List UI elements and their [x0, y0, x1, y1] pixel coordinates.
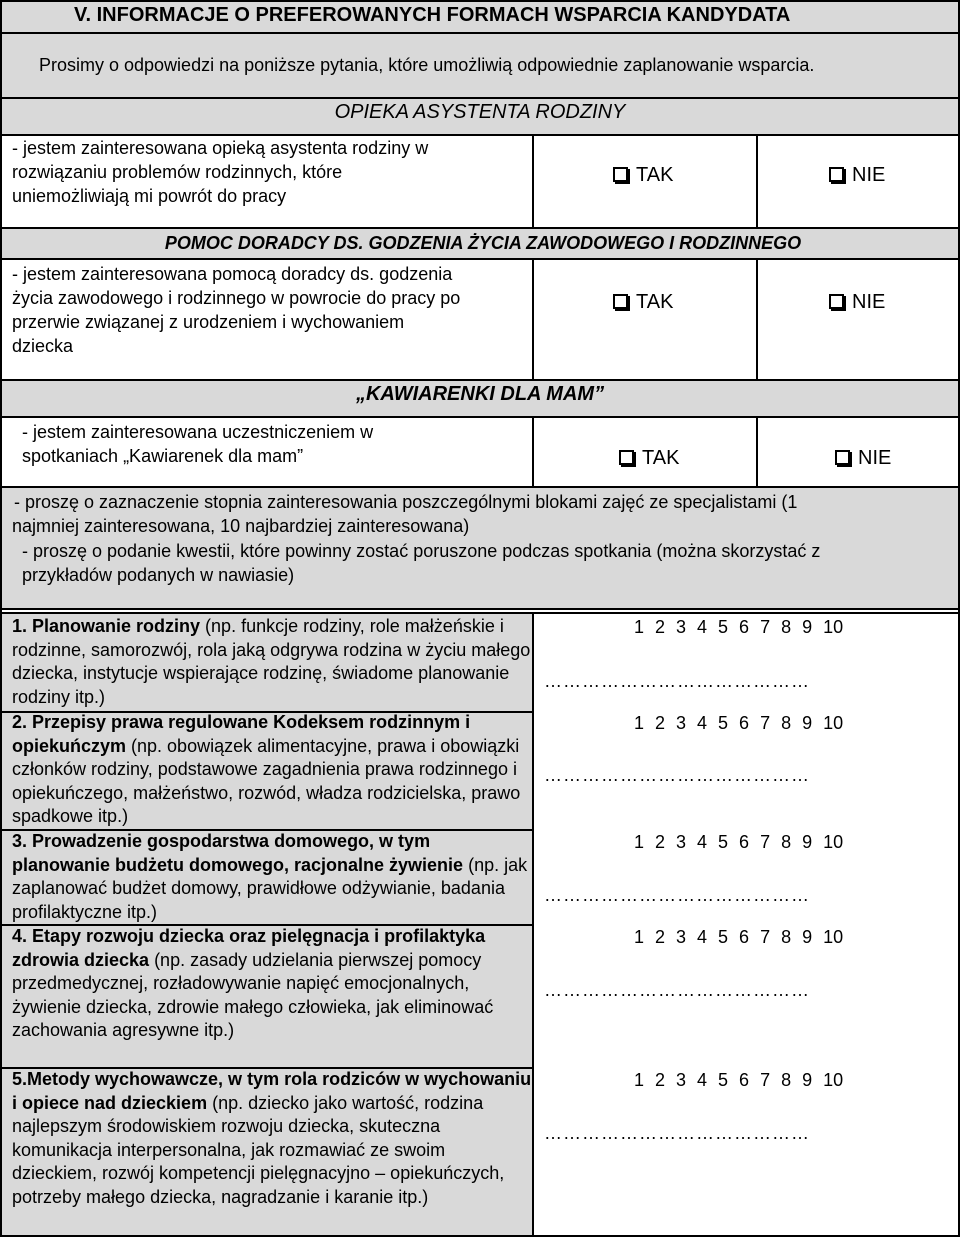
nie-label: NIE: [852, 164, 886, 186]
topic-5: [12, 1068, 532, 1209]
instructions-line4: przykładów podanych w nawiasie): [22, 565, 295, 585]
question-asystent-line3: uniemożliwiają mi powrót do pracy: [12, 186, 287, 206]
instructions-line1: - proszę o zaznaczenie stopnia zainteresowania poszczególnymi blokami zajęć ze specjalistami (1: [14, 492, 798, 512]
topic-2-title: 2. Przepisy prawa regulowane Kodeksem rodzinnym i opiekuńczym: [12, 712, 471, 756]
topic-1-desc: (np. funkcje rodziny, role małżeńskie i rodzinne, samorozwój, rola jaką odgrywa rodzina w życiu małego dziecka, instytucje wspierające rodzinę, świadome planowanie rodziny itp.): [12, 616, 531, 707]
checkbox-doradca-nie[interactable]: [829, 290, 885, 314]
topic-1-title: 1. Planowanie rodziny: [12, 616, 201, 636]
checkbox-kawiarenki-nie[interactable]: [835, 446, 891, 470]
rating-scale-5[interactable]: 1 2 3 4 5 6 7 8 9 10: [634, 1070, 844, 1090]
tak-label: TAK: [642, 447, 680, 469]
topic-3-title: 3. Prowadzenie gospodarstwa domowego, w tym planowanie budżetu domowego, racjonalne żywienie: [12, 831, 464, 875]
checkbox-icon: [619, 450, 634, 465]
topic-1: [12, 615, 532, 709]
answer-line-4[interactable]: ……………………………………: [544, 980, 810, 1000]
tak-label: TAK: [636, 164, 674, 186]
checkbox-icon: [835, 450, 850, 465]
topic-3: [12, 830, 532, 924]
section-title: V. INFORMACJE O PREFEROWANYCH FORMACH WSPARCIA KANDYDATA: [74, 4, 791, 26]
checkbox-kawiarenki-tak[interactable]: [619, 446, 679, 470]
checkbox-icon: [613, 294, 628, 309]
nie-label: NIE: [852, 291, 886, 313]
answer-line-2[interactable]: ……………………………………: [544, 765, 810, 785]
topic-5-title: 5.Metody wychowawcze, w tym rola rodziców w wychowaniu i opiece nad dzieckiem: [12, 1069, 532, 1113]
rating-scale-4[interactable]: 1 2 3 4 5 6 7 8 9 10: [634, 927, 844, 947]
topic-4-desc: (np. zasady udzielania pierwszej pomocy przedmedycznej, rozładowywanie napięć emocjonalnych, żywienie dziecka, zdrowie małego człowieka, jak eliminować zachowania agresywne itp.): [12, 949, 494, 1040]
question-kawiarenki-line2: spotkaniach „Kawiarenek dla mam”: [22, 446, 304, 466]
tak-label: TAK: [636, 291, 674, 313]
checkbox-asystent-tak[interactable]: [613, 163, 673, 187]
rating-scale-2[interactable]: 1 2 3 4 5 6 7 8 9 10: [634, 713, 844, 733]
question-doradca-line3: przerwie związanej z urodzeniem i wychowaniem: [12, 312, 405, 332]
answer-line-1[interactable]: ……………………………………: [544, 671, 810, 691]
heading-kawiarenki: „KAWIARENKI DLA MAM”: [355, 383, 605, 405]
question-kawiarenki-line1: - jestem zainteresowana uczestniczeniem w: [22, 422, 374, 442]
question-asystent-line2: rozwiązaniu problemów rodzinnych, które: [12, 162, 343, 182]
checkbox-icon: [829, 167, 844, 182]
answer-line-5[interactable]: ……………………………………: [544, 1123, 810, 1143]
rating-scale-3[interactable]: 1 2 3 4 5 6 7 8 9 10: [634, 832, 844, 852]
instructions-line2: najmniej zainteresowana, 10 najbardziej zainteresowana): [12, 516, 470, 536]
nie-label: NIE: [858, 447, 892, 469]
checkbox-asystent-nie[interactable]: [829, 163, 885, 187]
rating-scale-1[interactable]: 1 2 3 4 5 6 7 8 9 10: [634, 617, 844, 637]
topic-4: [12, 925, 532, 1043]
question-doradca-line4: dziecka: [12, 336, 74, 356]
question-doradca-line2: życia zawodowego i rodzinnego w powrocie do pracy po: [12, 288, 461, 308]
checkbox-doradca-tak[interactable]: [613, 290, 673, 314]
question-asystent-line1: - jestem zainteresowana opieką asystenta rodziny w: [12, 138, 429, 158]
topic-4-title: 4. Etapy rozwoju dziecka oraz pielęgnacja i profilaktyka zdrowia dziecka: [12, 926, 486, 970]
heading-doradca: POMOC DORADCY DS. GODZENIA ŻYCIA ZAWODOWEGO I RODZINNEGO: [164, 233, 802, 253]
topic-2-desc: (np. obowiązek alimentacyjne, prawa i obowiązki członków rodziny, podstawowe zagadnienia prawa rodzinnego i opiekuńczego, małżeństwo, rozwód, władza rodzicielska, prawo spadkowe itp.): [12, 735, 521, 826]
instructions-line3: - proszę o podanie kwestii, które powinny zostać poruszone podczas spotkania (można skorzystać z: [22, 541, 821, 561]
topic-2: [12, 711, 532, 829]
answer-line-3[interactable]: ……………………………………: [544, 885, 810, 905]
topic-5-desc: (np. dziecko jako wartość, rodzina najlepszym środowiskiem rozwoju dziecka, skuteczna komunikacja interpersonalna, jak rozmawiać ze swoim dzieckiem, rozwój kompetencji pielęgnacyjno – opiekuńczych, potrzeby małego dziecka, nagradzanie i karanie itp.): [12, 1092, 505, 1207]
section-intro: Prosimy o odpowiedzi na poniższe pytania, które umożliwią odpowiednie zaplanowanie wsparcia.: [39, 55, 815, 75]
heading-asystent: OPIEKA ASYSTENTA RODZINY: [334, 101, 626, 123]
checkbox-icon: [613, 167, 628, 182]
checkbox-icon: [829, 294, 844, 309]
question-doradca-line1: - jestem zainteresowana pomocą doradcy ds. godzenia: [12, 264, 453, 284]
topic-3-desc: (np. jak zaplanować budżet domowy, prawidłowe odżywianie, badania profilaktyczne itp.): [12, 854, 528, 922]
